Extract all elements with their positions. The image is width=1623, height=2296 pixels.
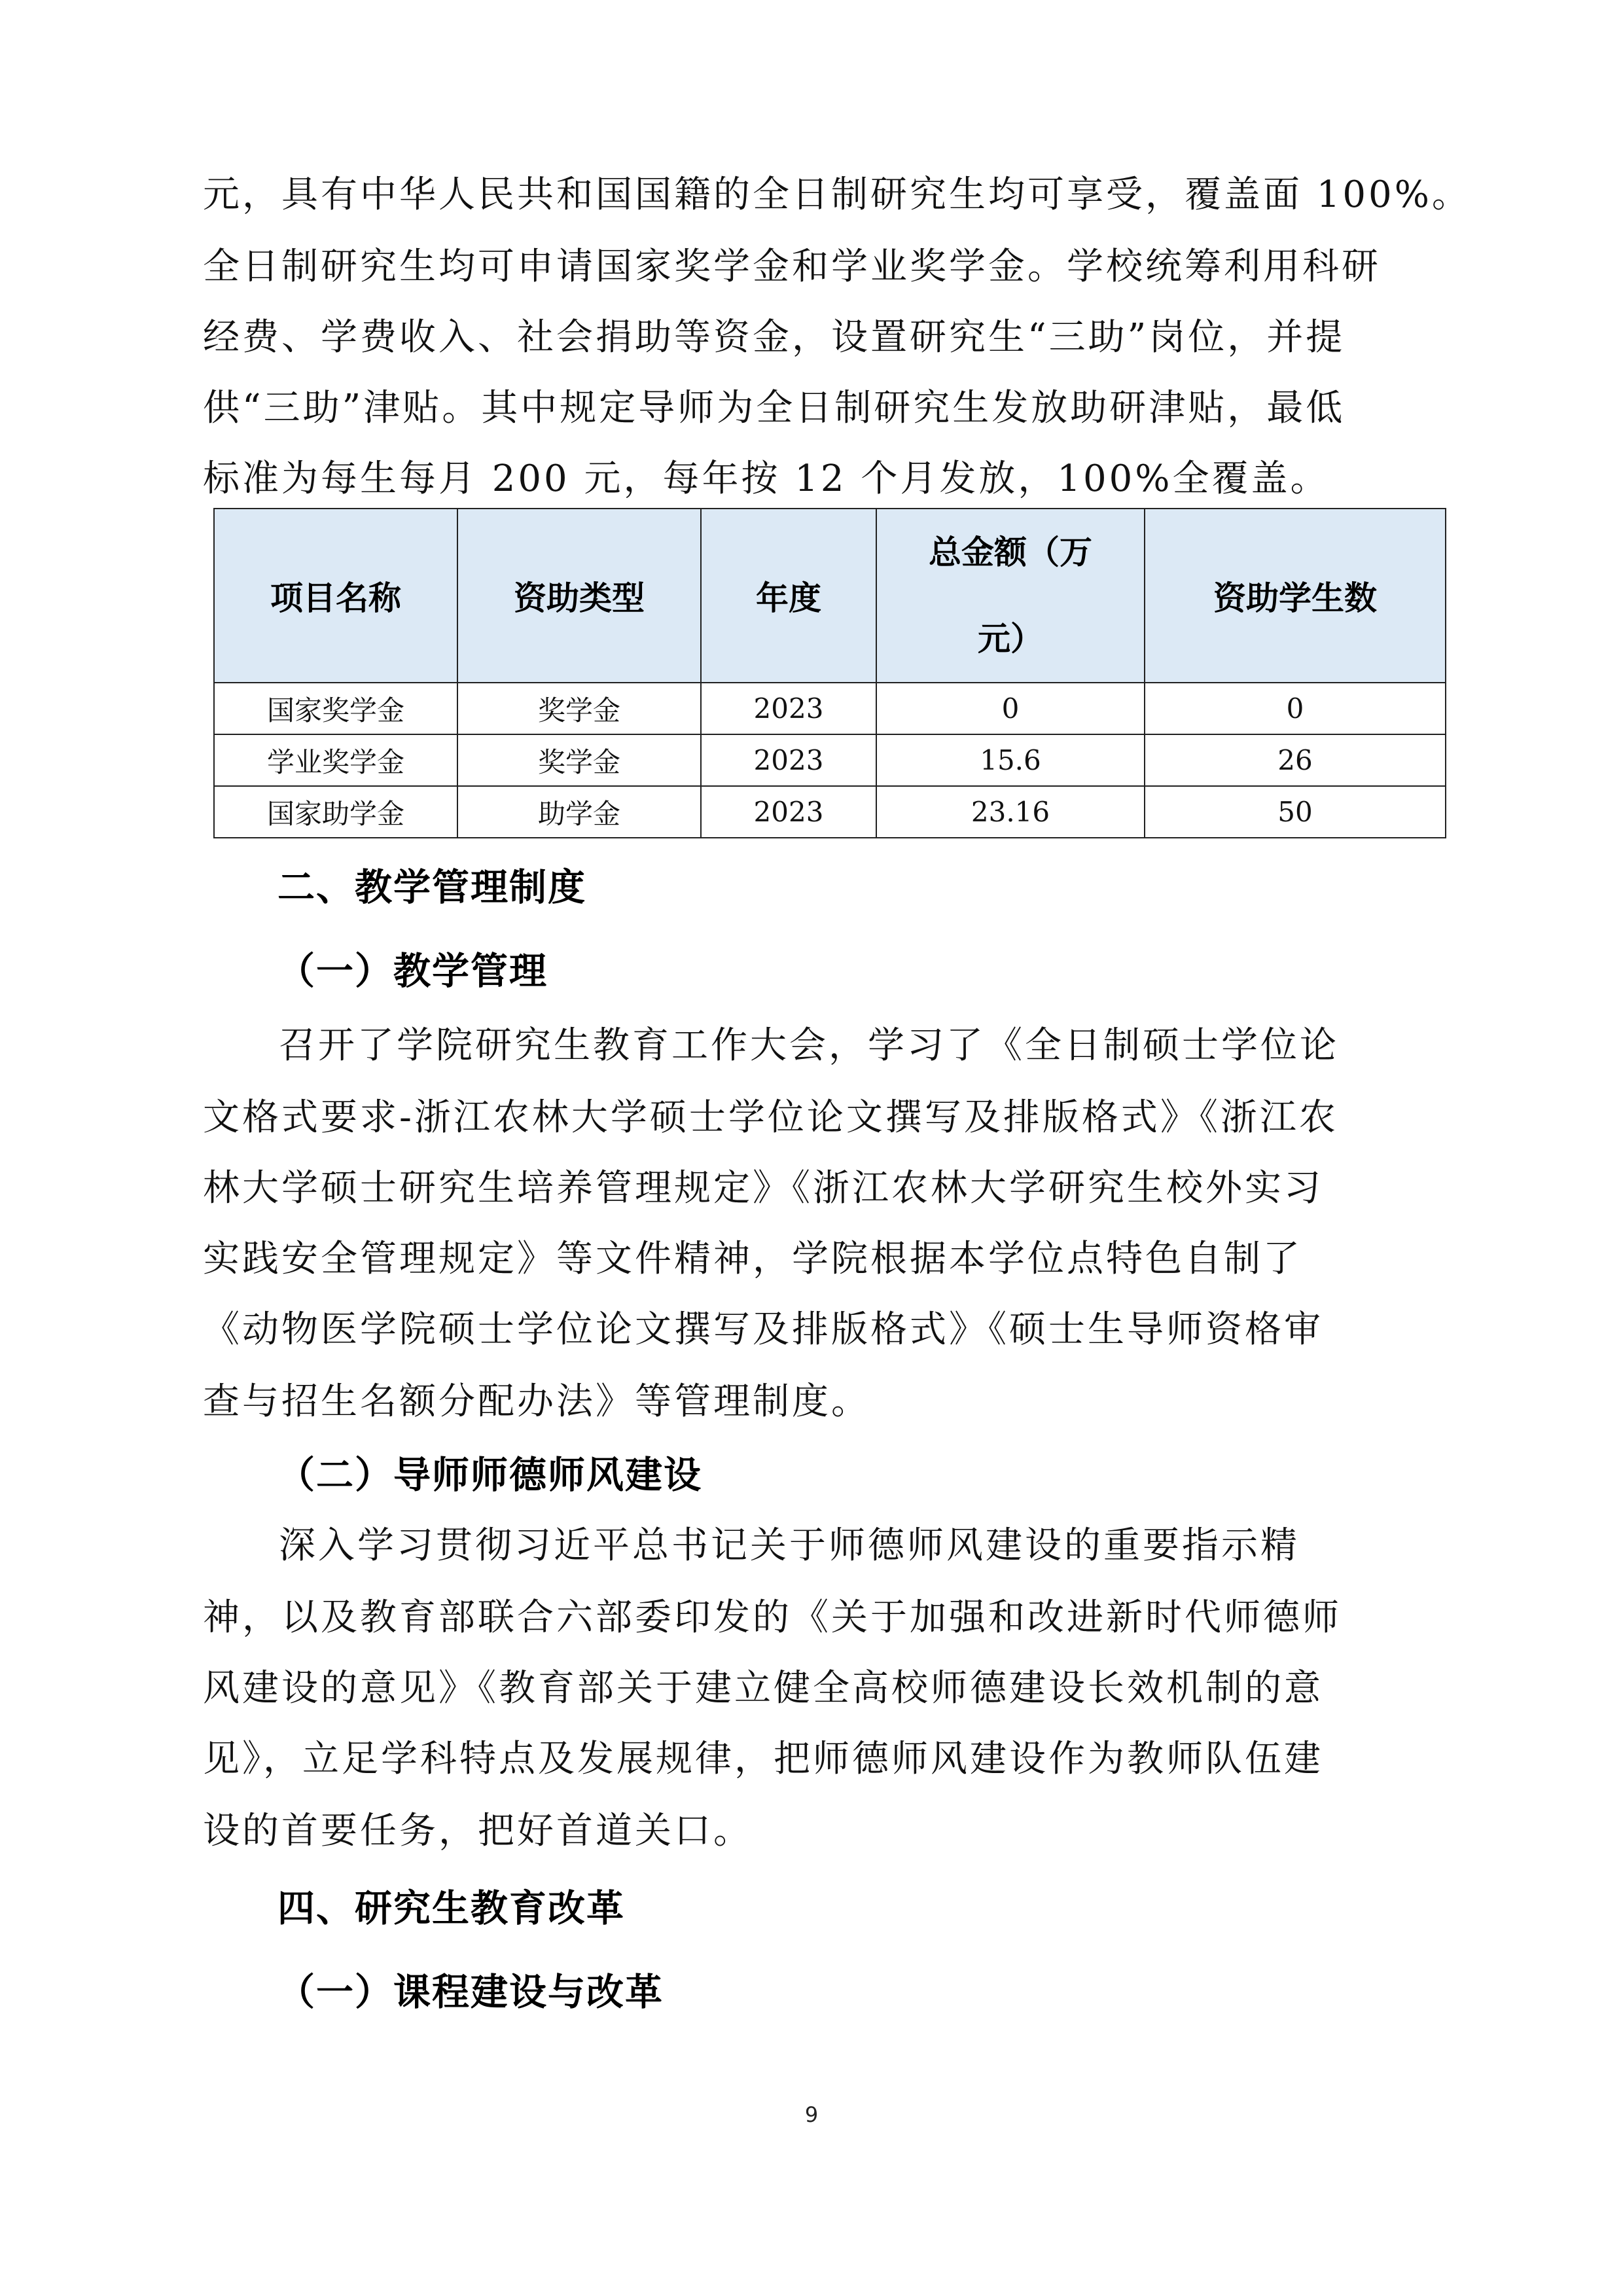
header-year: 年度 [701, 509, 876, 683]
section-2-2-heading: （二）导师师德师风建设 [277, 1454, 702, 1497]
intro-line-3: 经费、学费收入、社会捐助等资金，设置研究生“三助”岗位，并提 [203, 316, 1346, 359]
cell-name: 学业奖学金 [214, 734, 457, 786]
table-header-row [214, 509, 1446, 683]
section-2-heading: 二、教学管理制度 [277, 866, 586, 909]
teaching-line-3: 林大学硕士研究生培养管理规定》《浙江农林大学研究生校外实习 [203, 1167, 1323, 1210]
cell-students: 50 [1145, 786, 1446, 838]
page-number: 9 [804, 2102, 819, 2127]
cell-amount: 15.6 [876, 734, 1145, 786]
header-total-amount [876, 509, 1145, 683]
header-student-count: 资助学生数 [1145, 509, 1446, 683]
cell-name: 国家助学金 [214, 786, 457, 838]
header-project-name: 项目名称 [214, 509, 457, 683]
intro-line-4: 供“三助”津贴。其中规定导师为全日制研究生发放助研津贴，最低 [203, 387, 1346, 429]
cell-year: 2023 [701, 734, 876, 786]
teaching-line-6: 查与招生名额分配办法》等管理制度。 [203, 1380, 870, 1423]
intro-line-5: 标准为每生每月 200 元，每年按 12 个月发放，100%全覆盖。 [203, 457, 1330, 500]
section-4-1-heading: （一）课程建设与改革 [277, 1971, 664, 2014]
teaching-line-1: 召开了学院研究生教育工作大会，学习了《全日制硕士学位论 [279, 1024, 1339, 1067]
cell-name: 国家奖学金 [214, 683, 457, 734]
table-row [214, 786, 1446, 838]
teaching-line-5: 《动物医学院硕士学位论文撰写及排版格式》《硕士生导师资格审 [203, 1308, 1323, 1351]
cell-amount: 23.16 [876, 786, 1145, 838]
intro-line-2: 全日制研究生均可申请国家奖学金和学业奖学金。学校统筹利用科研 [203, 245, 1381, 288]
cell-type: 助学金 [457, 786, 701, 838]
cell-year: 2023 [701, 786, 876, 838]
ethics-line-5: 设的首要任务，把好首道关口。 [203, 1810, 753, 1852]
teaching-line-4: 实践安全管理规定》等文件精神，学院根据本学位点特色自制了 [203, 1238, 1302, 1280]
header-aid-type: 资助类型 [457, 509, 701, 683]
header-total-amount-line1: 总金额（万 [929, 533, 1092, 571]
table-row [214, 734, 1446, 786]
ethics-line-4: 见》，立足学科特点及发展规律，把师德师风建设作为教师队伍建 [203, 1738, 1323, 1780]
teaching-line-2: 文格式要求-浙江农林大学硕士学位论文撰写及排版格式》《浙江农 [203, 1096, 1338, 1139]
cell-type: 奖学金 [457, 683, 701, 734]
cell-amount: 0 [876, 683, 1145, 734]
cell-students: 26 [1145, 734, 1446, 786]
financial-aid-table [213, 508, 1446, 838]
ethics-line-1: 深入学习贯彻习近平总书记关于师德师风建设的重要指示精 [279, 1524, 1300, 1567]
ethics-line-2: 神，以及教育部联合六部委印发的《关于加强和改进新时代师德师 [203, 1596, 1342, 1639]
section-2-1-heading: （一）教学管理 [277, 950, 548, 993]
header-total-amount-line2: 元） [978, 620, 1043, 658]
cell-type: 奖学金 [457, 734, 701, 786]
section-4-heading: 四、研究生教育改革 [277, 1887, 625, 1930]
cell-students: 0 [1145, 683, 1446, 734]
cell-year: 2023 [701, 683, 876, 734]
intro-line-1: 元，具有中华人民共和国国籍的全日制研究生均可享受，覆盖面 100%。 [203, 173, 1471, 216]
ethics-line-3: 风建设的意见》《教育部关于建立健全高校师德建设长效机制的意 [203, 1667, 1323, 1710]
table-row [214, 683, 1446, 734]
